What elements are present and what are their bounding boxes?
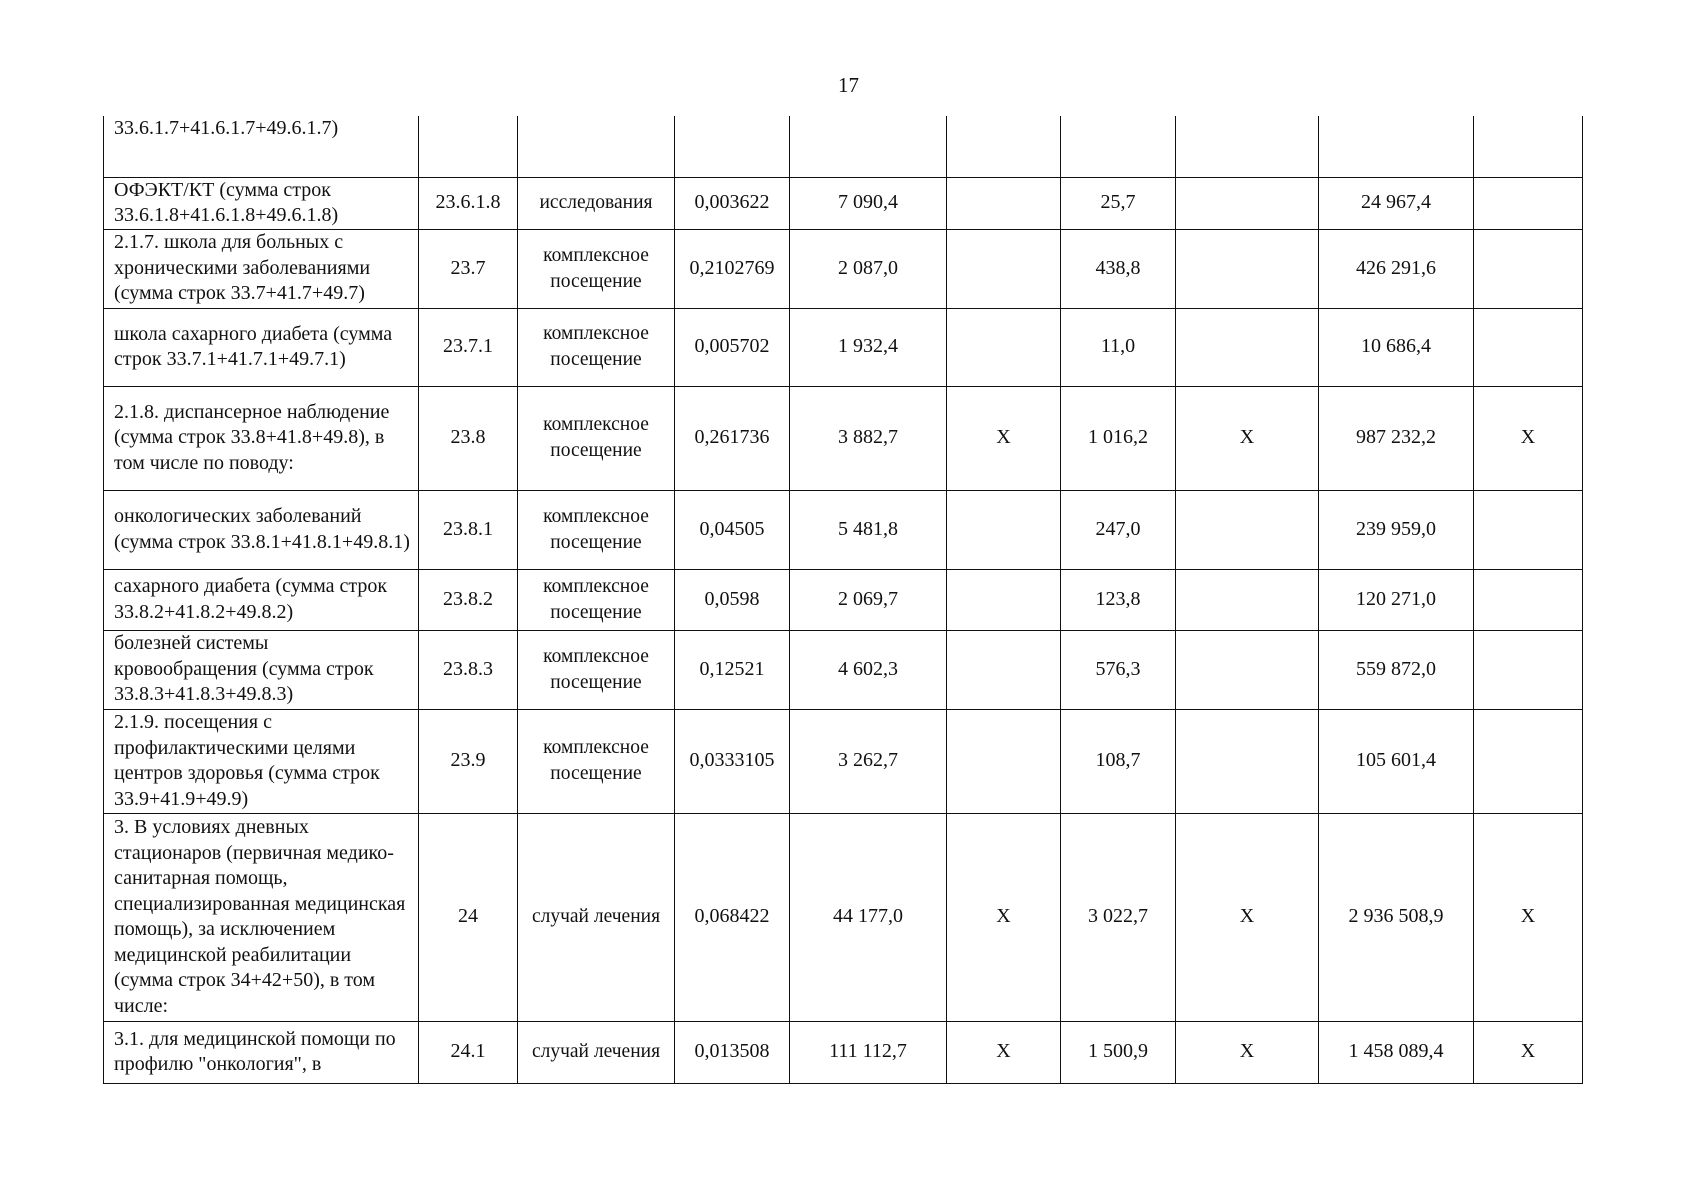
cell-name: 2.1.9. посещения с профилактическими целями центров здоровья (сумма строк 33.9+41.9+49.9) [104,709,419,813]
cell-name: школа сахарного диабета (сумма строк 33.7.1+41.7.1+49.7.1) [104,308,419,386]
cell-norm [675,116,790,177]
cell-name: сахарного диабета (сумма строк 33.8.2+41.8.2+49.8.2) [104,569,419,630]
cell-col9: 239 959,0 [1319,490,1474,569]
table-row [104,229,1583,308]
cell-col6 [947,569,1061,630]
cell-name: 3. В условиях дневных стационаров (первичная медико-санитарная помощь, специализированная медицинская помощь), за исключением медицинской реабилитации (сумма строк 34+42+50), в том числе: [104,813,419,1021]
cell-col10 [1474,569,1583,630]
cell-name: ОФЭКТ/КТ (сумма строк 33.6.1.8+41.6.1.8+49.6.1.8) [104,177,419,229]
cell-col6 [947,308,1061,386]
cell-col9: 105 601,4 [1319,709,1474,813]
cell-cost: 1 932,4 [790,308,947,386]
cell-cost: 44 177,0 [790,813,947,1021]
cell-unit [518,116,675,177]
cell-col6: Х [947,386,1061,490]
cell-code [419,116,518,177]
cell-col10 [1474,630,1583,709]
cell-col7: 3 022,7 [1061,813,1176,1021]
cell-col8: Х [1176,386,1319,490]
table-row [104,630,1583,709]
cell-code: 23.7.1 [419,308,518,386]
cell-norm: 0,12521 [675,630,790,709]
cell-col9: 1 458 089,4 [1319,1021,1474,1083]
cell-cost: 3 262,7 [790,709,947,813]
cell-col10: Х [1474,813,1583,1021]
cell-col10 [1474,490,1583,569]
cell-code: 23.8.1 [419,490,518,569]
cell-col7: 1 500,9 [1061,1021,1176,1083]
cell-col7: 123,8 [1061,569,1176,630]
cell-col8 [1176,229,1319,308]
cell-unit: комплексное посещение [518,569,675,630]
cell-col8 [1176,709,1319,813]
cell-name: 2.1.7. школа для больных с хроническими заболеваниями (сумма строк 33.7+41.7+49.7) [104,229,419,308]
cell-cost: 4 602,3 [790,630,947,709]
cell-col6 [947,630,1061,709]
cell-col6 [947,490,1061,569]
cell-col7: 108,7 [1061,709,1176,813]
cell-col7: 1 016,2 [1061,386,1176,490]
cell-col8 [1176,630,1319,709]
table-row [104,490,1583,569]
cell-code: 23.9 [419,709,518,813]
cell-cost: 3 882,7 [790,386,947,490]
cell-col10: Х [1474,386,1583,490]
cell-col8: Х [1176,813,1319,1021]
cell-unit: исследования [518,177,675,229]
cell-col9 [1319,116,1474,177]
cell-col7: 576,3 [1061,630,1176,709]
table-row [104,386,1583,490]
cell-cost: 111 112,7 [790,1021,947,1083]
cell-norm: 0,005702 [675,308,790,386]
cell-col8 [1176,569,1319,630]
cell-cost: 7 090,4 [790,177,947,229]
cell-col10 [1474,177,1583,229]
cell-norm: 0,04505 [675,490,790,569]
page-number: 17 [838,73,859,97]
cell-col9: 987 232,2 [1319,386,1474,490]
cell-code: 23.8.2 [419,569,518,630]
cell-name: 2.1.8. диспансерное наблюдение (сумма строк 33.8+41.8+49.8), в том числе по поводу: [104,386,419,490]
cell-norm: 0,0598 [675,569,790,630]
table-row [104,1021,1583,1083]
cell-code: 23.7 [419,229,518,308]
cell-cost: 2 069,7 [790,569,947,630]
cell-code: 23.8.3 [419,630,518,709]
table-row [104,709,1583,813]
cell-col10 [1474,116,1583,177]
cell-unit: случай лечения [518,813,675,1021]
table-row [104,177,1583,229]
cell-norm: 0,261736 [675,386,790,490]
cell-name: онкологических заболеваний (сумма строк 33.8.1+41.8.1+49.8.1) [104,490,419,569]
cell-cost: 5 481,8 [790,490,947,569]
data-table [103,116,1583,1084]
cell-norm: 0,068422 [675,813,790,1021]
cell-norm: 0,013508 [675,1021,790,1083]
cell-unit: комплексное посещение [518,308,675,386]
cell-col9: 24 967,4 [1319,177,1474,229]
cell-col8 [1176,308,1319,386]
cell-unit: комплексное посещение [518,386,675,490]
cell-name: болезней системы кровообращения (сумма строк 33.8.3+41.8.3+49.8.3) [104,630,419,709]
cell-col6: Х [947,1021,1061,1083]
cell-code: 24 [419,813,518,1021]
cell-norm: 0,003622 [675,177,790,229]
table-row [104,116,1583,177]
cell-col6 [947,177,1061,229]
cell-norm: 0,2102769 [675,229,790,308]
cell-col10 [1474,308,1583,386]
cell-col7: 438,8 [1061,229,1176,308]
cell-col8 [1176,490,1319,569]
cell-code: 23.6.1.8 [419,177,518,229]
cell-col7: 11,0 [1061,308,1176,386]
cell-col9: 559 872,0 [1319,630,1474,709]
cell-col7: 25,7 [1061,177,1176,229]
cell-unit: комплексное посещение [518,630,675,709]
table-row [104,569,1583,630]
cell-cost: 2 087,0 [790,229,947,308]
cell-col10 [1474,229,1583,308]
cell-cost [790,116,947,177]
cell-code: 24.1 [419,1021,518,1083]
table-row [104,308,1583,386]
cell-code: 23.8 [419,386,518,490]
cell-norm: 0,0333105 [675,709,790,813]
cell-col7: 247,0 [1061,490,1176,569]
cell-col8 [1176,116,1319,177]
table-row [104,813,1583,1021]
cell-name: 33.6.1.7+41.6.1.7+49.6.1.7) [104,116,419,177]
cell-unit: комплексное посещение [518,490,675,569]
cell-col6 [947,116,1061,177]
cell-unit: комплексное посещение [518,229,675,308]
cell-unit: комплексное посещение [518,709,675,813]
cell-col7 [1061,116,1176,177]
cell-unit: случай лечения [518,1021,675,1083]
cell-col8 [1176,177,1319,229]
cell-col6 [947,229,1061,308]
cell-col10: Х [1474,1021,1583,1083]
cell-col6: Х [947,813,1061,1021]
cell-col9: 426 291,6 [1319,229,1474,308]
cell-col9: 2 936 508,9 [1319,813,1474,1021]
cell-col10 [1474,709,1583,813]
cell-col8: Х [1176,1021,1319,1083]
cell-col9: 10 686,4 [1319,308,1474,386]
cell-col6 [947,709,1061,813]
cell-name: 3.1. для медицинской помощи по профилю "онкология", в [104,1021,419,1083]
cell-col9: 120 271,0 [1319,569,1474,630]
